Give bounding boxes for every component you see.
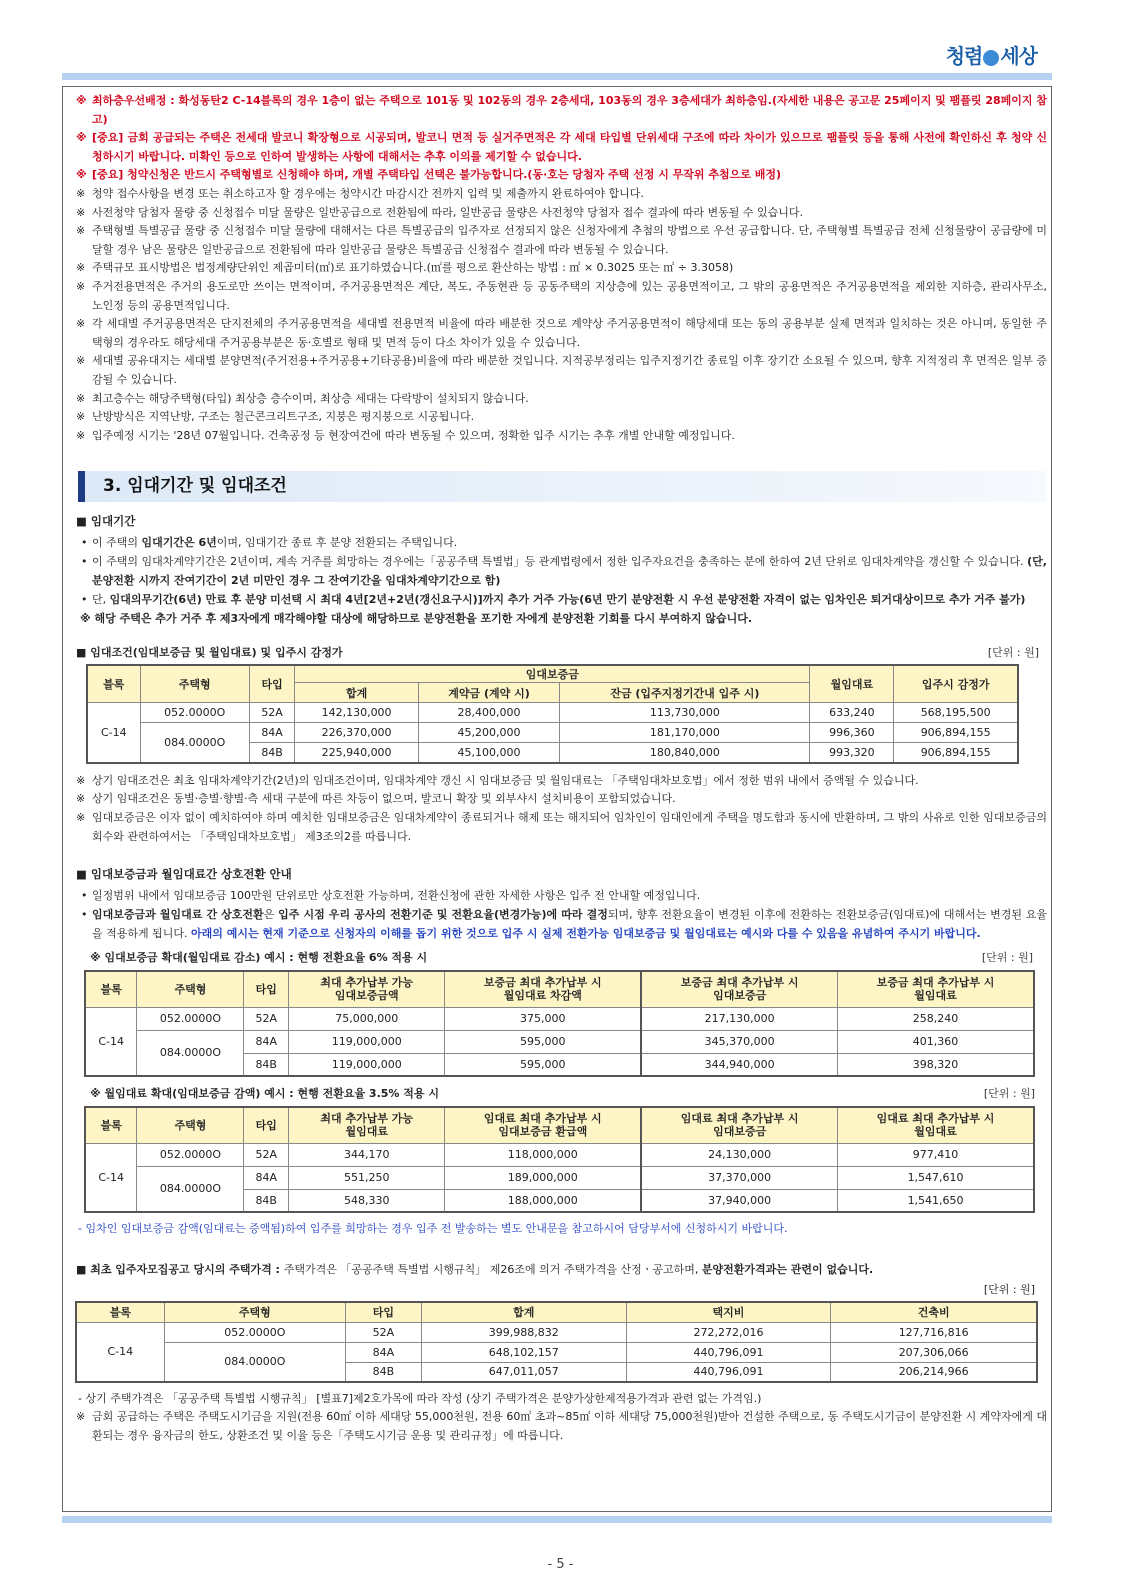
c1-cell: 551,250	[289, 1166, 445, 1189]
note-mark: ※	[76, 410, 86, 424]
note-text: 난방방식은 지역난방, 구조는 철근콘크리트구조, 지붕은 평지붕으로 시공됩니다.	[92, 410, 475, 424]
price-heading: ■ 최초 입주자모집공고 당시의 주택가격 : 주택가격은 「공공주택 특별법 시행규칙」 제26조에 의거 주택가격을 산정ㆍ공고하며, 분양전환가격과는 관련이 없습니다.	[76, 1263, 874, 1277]
note-mark: ※	[76, 186, 86, 200]
note-item	[72, 204, 1047, 223]
note-mark: ※	[76, 792, 86, 806]
block-cell: C-14	[87, 703, 140, 763]
table-row	[76, 1322, 1037, 1342]
note-item	[72, 352, 1047, 389]
note-mark: ※	[76, 773, 86, 787]
note-mark: ※	[76, 224, 86, 238]
c1-cell: 548,330	[289, 1189, 445, 1212]
house-cell: 052.0000O	[137, 1007, 244, 1030]
c2-cell: 595,000	[445, 1053, 641, 1076]
appraisal-cell: 906,894,155	[894, 743, 1018, 763]
period-heading: ■ 임대기간	[76, 514, 136, 529]
header-cell: 주택형	[137, 1107, 244, 1143]
note-mark: ※	[76, 205, 86, 219]
c2-cell: 375,000	[445, 1007, 641, 1030]
footer-rule	[62, 1516, 1052, 1523]
note-mark: ※	[76, 94, 87, 107]
note-text: 청약 접수사항을 변경 또는 취소하고자 할 경우에는 청약시간 마감시간 전까지 입력 및 제출까지 완료하여야 합니다.	[92, 186, 644, 200]
balance-cell: 181,170,000	[560, 723, 810, 743]
section-title: 3. 임대기간 및 임대조건	[78, 471, 1046, 502]
type-cell: 84B	[244, 1053, 289, 1076]
period-note: ※ 해당 주택은 추가 거주 후 제3자에게 매각해야할 대상에 해당하므로 분양전환을 포기한 자에게 분양전환 기회를 다시 부여하지 않습니다.	[80, 612, 753, 626]
house-cell: 084.0000O	[140, 723, 249, 763]
total-cell: 648,102,157	[421, 1342, 626, 1362]
type-cell: 52A	[345, 1322, 421, 1342]
c1-cell: 75,000,000	[289, 1007, 445, 1030]
header-rule	[62, 73, 1052, 80]
house-price-table	[75, 1301, 1038, 1383]
header-cell: 건축비	[831, 1302, 1037, 1322]
header-cell: 주택형	[137, 971, 244, 1007]
header-cell: 타입	[244, 971, 289, 1007]
header-cell: 임대료 최대 추가납부 시 월임대료	[838, 1107, 1034, 1143]
contract-cell: 45,100,000	[418, 743, 560, 763]
c4-cell: 258,240	[838, 1007, 1034, 1030]
header-cell: 합계	[421, 1302, 626, 1322]
note-item	[72, 278, 1047, 315]
note-text: 상기 임대조건은 최초 임대차계약기간(2년)의 임대조건이며, 임대차계약 갱신 시 임대보증금 및 월임대료는 「주택임대차보호법」에서 정한 범위 내에서 증액될 수 있습니다.	[92, 773, 919, 787]
contract-cell: 28,400,000	[418, 703, 560, 723]
type-cell: 84A	[249, 723, 295, 743]
note-mark: ※	[76, 391, 86, 405]
t1-notes	[72, 772, 1047, 846]
header-cell: 택지비	[626, 1302, 831, 1322]
house-cell: 052.0000O	[140, 703, 249, 723]
land-cell: 272,272,016	[626, 1322, 831, 1342]
header-cell: 임대료 최대 추가납부 시 임대보증금 환급액	[445, 1107, 641, 1143]
build-cell: 206,214,966	[831, 1362, 1037, 1382]
build-cell: 127,716,816	[831, 1322, 1037, 1342]
c3-cell: 37,940,000	[641, 1189, 837, 1212]
t4-note1: - 상기 주택가격은 「공공주택 특별법 시행규칙」 [별표7]제2호가목에 따라 작성 (상기 주택가격은 분양가상한제적용가격과 관련 없는 가격임.)	[78, 1392, 762, 1406]
note-text: 주택형별 특별공급 물량 중 신청접수 미달 물량에 대해서는 다른 특별공급의 입주자로 선정되지 않은 신청자에게 추첨의 방법으로 우선 공급합니다. 단, 주택형별 특별공급 전체 신청물량이 공급량에 미달할 경우 남은 물량은 일반공급으로 전환됨에 따라 일반공급 물량은 특별공급 신청접수 결과에 따라 변동될 수 있습니다.	[92, 224, 1047, 256]
note-text: 주택규모 표시방법은 법정계량단위인 제곱미터(㎡)로 표기하였습니다.(㎡를 평으로 환산하는 방법 : ㎡ × 0.3025 또는 ㎡ ÷ 3.3058)	[92, 261, 734, 275]
t3-note: - 임차인 임대보증금 감액(임대료는 증액됨)하여 입주를 희망하는 경우 입주 전 발송하는 별도 안내문을 참고하시어 담당부서에 신청하시기 바랍니다.	[78, 1222, 788, 1236]
header-cell: 주택형	[164, 1302, 345, 1322]
c4-cell: 398,320	[838, 1053, 1034, 1076]
land-cell: 440,796,091	[626, 1342, 831, 1362]
c1-cell: 119,000,000	[289, 1053, 445, 1076]
note-mark: ※	[76, 810, 86, 824]
type-cell: 84A	[244, 1030, 289, 1053]
table-header-row	[85, 971, 1034, 1007]
block-cell: C-14	[85, 1007, 137, 1076]
house-cell: 052.0000O	[164, 1322, 345, 1342]
c3-cell: 37,370,000	[641, 1166, 837, 1189]
c4-cell: 401,360	[838, 1030, 1034, 1053]
land-cell: 440,796,091	[626, 1362, 831, 1382]
rent-cell: 633,240	[810, 703, 894, 723]
header-cell: 보증금 최대 추가납부 시 임대보증금	[641, 971, 837, 1007]
note-item	[72, 222, 1047, 259]
note-item	[72, 772, 1047, 791]
c3-cell: 345,370,000	[641, 1030, 837, 1053]
table-row	[87, 703, 1018, 723]
note-text: 임대보증금은 이자 없이 예치하여야 하며 예치한 임대보증금은 임대차계약이 종료되거나 해제 또는 해지되어 임차인이 임대인에게 주택을 명도함과 동시에 반환하며, 그 밖의 사유로 인한 임대보증금의 회수와 관련하여서는 「주택임대차보호법」 제3조의2를 따릅니다.	[92, 810, 1047, 843]
rent-cell: 996,360	[810, 723, 894, 743]
note-text: 최하층우선배정 : 화성동탄2 C-14블록의 경우 1층이 없는 주택으로 101동 및 102동의 경우 2층세대, 103동의 경우 3층세대가 최하층임.(자세한 내용은 공고문 25페이지 및 팸플릿 28페이지 참고)	[92, 94, 1047, 126]
conv-heading: ■ 임대보증금과 월임대료간 상호전환 안내	[76, 867, 292, 882]
c4-cell: 1,541,650	[838, 1189, 1034, 1212]
header-cell: 블록	[85, 971, 137, 1007]
balance-cell: 180,840,000	[560, 743, 810, 763]
cond-caption: ■ 임대조건(임대보증금 및 월임대료) 및 입주시 감정가 [단위 : 원]	[76, 646, 1039, 660]
type-cell: 84A	[345, 1342, 421, 1362]
note-text: [중요] 금회 공급되는 주택은 전세대 발코니 확장형으로 시공되며, 발코니 면적 등 실거주면적은 각 세대 타입별 단위세대 구조에 따라 차이가 있으므로 팸플릿 등을 통해 사전에 확인하신 후 청약 신청하시기 바랍니다. 미확인 등으로 인하여 발생하는 사항에 대해서는 추후 이의를 제기할 수 없습니다.	[92, 131, 1047, 163]
t3-caption: ※ 월임대료 확대(임대보증금 감액) 예시 : 현행 전환요율 3.5% 적용 시 [단위 : 원]	[90, 1087, 1035, 1101]
c2-cell: 188,000,000	[445, 1189, 641, 1212]
table-row	[85, 1030, 1034, 1053]
type-cell: 84B	[249, 743, 295, 763]
header-cell: 타입	[244, 1107, 289, 1143]
logo: 청렴 세상	[945, 44, 1037, 68]
block-cell: C-14	[85, 1143, 137, 1212]
type-cell: 84B	[345, 1362, 421, 1382]
table-header-row	[76, 1302, 1037, 1322]
c3-cell: 344,940,000	[641, 1053, 837, 1076]
note-item	[72, 166, 1047, 185]
contract-cell: 45,200,000	[418, 723, 560, 743]
type-cell: 52A	[249, 703, 295, 723]
block-cell: C-14	[76, 1322, 164, 1382]
note-text: 세대별 공유대지는 세대별 분양면적(주거전용+주거공용+기타공용)비율에 따라 배분한 것입니다. 지적공부정리는 입주지정기간 종료일 이후 장기간 소요될 수 있으며, 향후 지적정리 후 면적은 일부 증감될 수 있습니다.	[92, 354, 1047, 386]
note-text: 주거전용면적은 주거의 용도로만 쓰이는 면적이며, 주거공용면적은 계단, 복도, 주동현관 등 공동주택의 지상층에 있는 공용면적이고, 그 밖의 공용면적은 주거공용면적을 제외한 지하층, 관리사무소, 노인정 등의 공용면적입니다.	[92, 279, 1047, 312]
note-mark: ※	[76, 261, 86, 275]
total-cell: 399,988,832	[421, 1322, 626, 1342]
header-cell: 블록	[76, 1302, 164, 1322]
table-row	[85, 1166, 1034, 1189]
c2-cell: 118,000,000	[445, 1143, 641, 1166]
note-item	[72, 185, 1047, 204]
note-text: 각 세대별 주거공용면적은 단지전체의 주거공용면적을 세대별 전용면적 비율에 따라 배분한 것으로 계약상 주거공용면적이 해당세대 또는 동의 공용부분 실제 면적과 일치하는 것은 아니며, 동일한 주택형의 경우라도 해당세대 주거공용부분은 동·호별로 형태 및 면적 등이 다소 차이가 있을 수 있습니다.	[92, 317, 1047, 349]
table-row	[87, 723, 1018, 743]
logo-emblem-icon	[983, 50, 999, 66]
note-mark: ※	[76, 428, 86, 442]
rent-condition-table: 블록 주택형 타입 임대보증금 월임대료 입주시 감정가 합계 계약금 (계약 시) 잔금 (입주지정기간내 입주 시) C-14 052.0000O 52A 142,130,000 28,400,000 113,730,000 633,240 568,195,500 084.0000O 84A 226,370,000 45,200,000 181,170,000 996,360 906,894,155 84B 225,940,000 45,100,000 180,840,000 993,320 906,894,155	[86, 664, 1019, 764]
notes-list	[72, 92, 1047, 445]
note-mark: ※	[76, 168, 87, 182]
note-item	[72, 315, 1047, 352]
note-mark: ※	[76, 317, 86, 331]
note-text: 최고층수는 해당주택형(타입) 최상층 층수이며, 최상층 세대는 다락방이 설치되지 않습니다.	[92, 391, 529, 405]
c4-cell: 1,547,610	[838, 1166, 1034, 1189]
c3-cell: 217,130,000	[641, 1007, 837, 1030]
note-mark: ※	[76, 131, 87, 145]
house-cell: 052.0000O	[137, 1143, 244, 1166]
build-cell: 207,306,066	[831, 1342, 1037, 1362]
header-cell: 최대 추가납부 가능 월임대료	[289, 1107, 445, 1143]
total-cell: 647,011,057	[421, 1362, 626, 1382]
note-item	[72, 408, 1047, 427]
house-cell: 084.0000O	[137, 1166, 244, 1212]
list-item: • 임대보증금과 월임대료 간 상호전환은 입주 시점 우리 공사의 전환기준 및 전환요율(변경가능)에 따라 결정되며, 향후 전환요율이 변경된 이후에 전환하는 전환보증금(임대료)에 대해서는 변경된 요율을 적용하게 됩니다. 아래의 예시는 현재 기준으로 신청자의 이해를 돕기 위한 것으로 입주 시 실제 전환가능 임대보증금 및 월임대료는 예시와 다를 수 있음을 유념하여 주시기 바랍니다.	[81, 908, 1048, 941]
type-cell: 84A	[244, 1166, 289, 1189]
list-item: • 이 주택의 임대기간은 6년이며, 임대기간 종료 후 분양 전환되는 주택입니다.	[81, 536, 458, 550]
appraisal-cell: 568,195,500	[894, 703, 1018, 723]
list-item: • 일정범위 내에서 임대보증금 100만원 단위로만 상호전환 가능하며, 전환신청에 관한 자세한 사항은 입주 전 안내할 예정입니다.	[81, 889, 701, 903]
t4-note2: ※ 금회 공급하는 주택은 주택도시기금을 지원(전용 60㎡ 이하 세대당 55,000천원, 전용 60㎡ 초과~85㎡ 이하 세대당 75,000천원)받아 건설한 주택으로, 동 주택도시기금이 분양전환 시 계약자에게 대환되는 경우 융자금의 한도, 상환조건 및 이율 등은「주택도시기금 운용 및 관리규정」에 따릅니다.	[76, 1410, 1047, 1442]
list-item: • 단, 임대의무기간(6년) 만료 후 분양 미선택 시 최대 4년[2년+2년(갱신요구시)]까지 추가 거주 가능(6년 만기 분양전환 시 우선 분양전환 자격이 없는 임차인은 퇴거대상이므로 추가 거주 불가)	[81, 593, 1026, 607]
appraisal-cell: 906,894,155	[894, 723, 1018, 743]
note-item	[72, 809, 1047, 846]
list-item: • 이 주택의 임대차계약기간은 2년이며, 계속 거주를 희망하는 경우에는「공공주택 특별법」등 관계법령에서 정한 입주자요건을 충족하는 분에 한하여 2년 단위로 임대차계약을 갱신할 수 있습니다. (단, 분양전환 시까지 잔여기간이 2년 미만인 경우 그 잔여기간을 임대차계약기간으로 함)	[81, 555, 1047, 588]
total-cell: 142,130,000	[295, 703, 418, 723]
note-mark: ※	[76, 279, 86, 293]
balance-cell: 113,730,000	[560, 703, 810, 723]
house-cell: 084.0000O	[164, 1342, 345, 1382]
rent-cell: 993,320	[810, 743, 894, 763]
table-row	[85, 1007, 1034, 1030]
header-cell: 보증금 최대 추가납부 시 월임대료 차감액	[445, 971, 641, 1007]
note-item	[72, 390, 1047, 409]
note-text: 사전청약 당첨자 물량 중 신청접수 미달 물량은 일반공급으로 전환됨에 따라, 일반공급 물량은 사전청약 당첨자 접수 결과에 따라 변동될 수 있습니다.	[92, 205, 803, 219]
note-item	[72, 427, 1047, 446]
type-cell: 52A	[244, 1143, 289, 1166]
header-cell: 블록	[85, 1107, 137, 1143]
c1-cell: 344,170	[289, 1143, 445, 1166]
note-item	[72, 92, 1047, 129]
c2-cell: 189,000,000	[445, 1166, 641, 1189]
type-cell: 52A	[244, 1007, 289, 1030]
rent-increase-table	[84, 1106, 1035, 1213]
header-cell: 보증금 최대 추가납부 시 월임대료	[838, 971, 1034, 1007]
c4-cell: 977,410	[838, 1143, 1034, 1166]
table-header-row	[85, 1107, 1034, 1143]
note-item	[72, 790, 1047, 809]
table-row	[76, 1342, 1037, 1362]
header-cell: 타입	[345, 1302, 421, 1322]
t2-caption: ※ 임대보증금 확대(월임대료 감소) 예시 : 현행 전환요율 6% 적용 시 [단위 : 원]	[90, 951, 1033, 965]
header-cell: 최대 추가납부 가능 임대보증금액	[289, 971, 445, 1007]
type-cell: 84B	[244, 1189, 289, 1212]
note-item	[72, 259, 1047, 278]
total-cell: 226,370,000	[295, 723, 418, 743]
note-text: 상기 임대조건은 동별·층별·향별·측 세대 구분에 따른 차등이 없으며, 발코니 확장 및 외부샤시 설치비용이 포함되었습니다.	[92, 792, 676, 806]
note-mark: ※	[76, 354, 86, 368]
house-cell: 084.0000O	[137, 1030, 244, 1076]
deposit-increase-table	[84, 970, 1035, 1077]
c3-cell: 24,130,000	[641, 1143, 837, 1166]
note-text: [중요] 청약신청은 반드시 주택형별로 신청해야 하며, 개별 주택타입 선택은 불가능합니다.(동·호는 당첨자 주택 선정 시 무작위 추첨으로 배정)	[92, 168, 781, 182]
c1-cell: 119,000,000	[289, 1030, 445, 1053]
note-text: 입주예정 시기는 '28년 07월입니다. 건축공정 등 현장여건에 따라 변동될 수 있으며, 정확한 입주 시기는 추후 개별 안내할 예정입니다.	[92, 428, 735, 442]
note-item	[72, 129, 1047, 166]
table-row	[85, 1143, 1034, 1166]
total-cell: 225,940,000	[295, 743, 418, 763]
page-content	[72, 92, 1047, 1445]
header-cell: 임대료 최대 추가납부 시 임대보증금	[641, 1107, 837, 1143]
page-number: - 5 -	[547, 1557, 574, 1572]
c2-cell: 595,000	[445, 1030, 641, 1053]
t4-unit: [단위 : 원]	[983, 1283, 1035, 1297]
